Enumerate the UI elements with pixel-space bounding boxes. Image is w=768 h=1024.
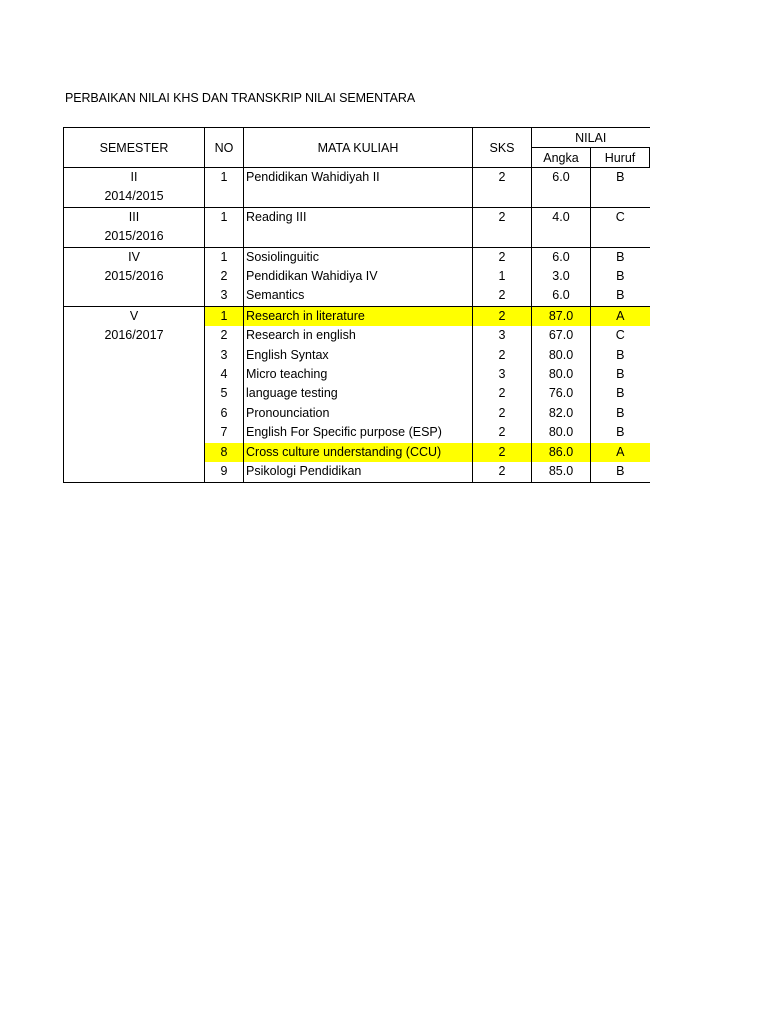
course-cell: Research in english: [244, 326, 473, 345]
angka-cell: 3.0: [532, 267, 591, 286]
table-row: [64, 404, 650, 423]
no-cell: 6: [205, 404, 244, 423]
no-cell: 1: [205, 247, 244, 267]
angka-cell: 82.0: [532, 404, 591, 423]
semester-cell: [64, 365, 205, 384]
grades-table: [63, 127, 650, 483]
table-row-highlighted: [64, 306, 650, 326]
sks-cell: 2: [473, 423, 532, 442]
huruf-cell: B: [616, 288, 625, 303]
no-cell: 3: [205, 286, 244, 306]
semester-cell: [64, 462, 205, 482]
table-row: [64, 326, 650, 345]
huruf-cell: B: [591, 247, 650, 267]
course-cell: Research in literature: [244, 306, 473, 326]
table-row: [64, 384, 650, 403]
no-cell: 1: [205, 306, 244, 326]
table-row: [64, 227, 650, 247]
sks-cell: 2: [473, 306, 532, 326]
semester-cell: [64, 286, 205, 306]
table-row: [64, 423, 650, 442]
no-cell: [205, 227, 244, 247]
angka-cell: 6.0: [532, 247, 591, 267]
sks-cell: [473, 187, 532, 207]
huruf-cell: B: [616, 347, 625, 362]
course-cell: Pendidikan Wahidiya IV: [244, 267, 473, 286]
sks-cell: 2: [473, 346, 532, 365]
table-row-highlighted: [64, 443, 650, 462]
huruf-cell: B: [591, 168, 650, 188]
course-cell: English For Specific purpose (ESP): [244, 423, 473, 442]
sks-cell: 2: [473, 207, 532, 227]
table-row: [64, 462, 650, 482]
table-row: [64, 187, 650, 207]
table-row: [64, 286, 650, 306]
header-row: [64, 128, 650, 148]
table-row: [64, 247, 650, 267]
sks-cell: 2: [473, 384, 532, 403]
sks-cell: 2: [473, 286, 532, 306]
course-cell: English Syntax: [244, 346, 473, 365]
header-mata-kuliah: MATA KULIAH: [244, 128, 473, 168]
angka-cell: 67.0: [532, 326, 591, 345]
huruf-cell: C: [615, 328, 625, 343]
no-cell: 2: [205, 267, 244, 286]
semester-cell: II: [64, 168, 205, 188]
no-cell: 4: [205, 365, 244, 384]
huruf-cell: A: [591, 306, 650, 326]
semester-cell: [64, 384, 205, 403]
table-row: [64, 365, 650, 384]
huruf-cell: C: [591, 207, 650, 227]
header-nilai: NILAI: [532, 128, 650, 148]
course-cell: Cross culture understanding (CCU): [244, 443, 473, 462]
angka-cell: [532, 187, 591, 207]
page-title: PERBAIKAN NILAI KHS DAN TRANSKRIP NILAI SEMENTARA: [65, 91, 416, 105]
huruf-cell: [591, 227, 650, 247]
angka-cell: 76.0: [532, 384, 591, 403]
semester-cell: IV: [64, 247, 205, 267]
course-cell: [244, 227, 473, 247]
angka-cell: 6.0: [532, 168, 591, 188]
course-cell: [244, 187, 473, 207]
semester-cell: 2015/2016: [64, 227, 205, 247]
angka-cell: 80.0: [532, 365, 591, 384]
no-cell: 1: [205, 207, 244, 227]
no-cell: 7: [205, 423, 244, 442]
course-cell: Micro teaching: [244, 365, 473, 384]
no-cell: [205, 187, 244, 207]
sks-cell: 3: [473, 365, 532, 384]
no-cell: 3: [205, 346, 244, 365]
table-row: [64, 346, 650, 365]
angka-cell: 80.0: [532, 346, 591, 365]
course-cell: Pendidikan Wahidiyah II: [244, 168, 473, 188]
no-cell: 5: [205, 384, 244, 403]
huruf-cell: B: [616, 425, 625, 440]
no-cell: 2: [205, 326, 244, 345]
header-angka: Angka: [532, 148, 591, 168]
angka-cell: 85.0: [532, 462, 591, 482]
huruf-cell: B: [616, 386, 625, 401]
semester-cell: [64, 443, 205, 462]
course-cell: Psikologi Pendidikan: [244, 462, 473, 482]
huruf-cell: B: [591, 462, 650, 482]
huruf-cell: A: [591, 443, 650, 462]
table-row: [64, 267, 650, 286]
sks-cell: 2: [473, 168, 532, 188]
semester-cell: 2015/2016: [64, 267, 205, 286]
semester-cell: [64, 423, 205, 442]
header-semester: SEMESTER: [64, 128, 205, 168]
table-row: [64, 168, 650, 188]
sks-cell: 1: [473, 267, 532, 286]
sks-cell: 2: [473, 462, 532, 482]
sks-cell: 2: [473, 247, 532, 267]
header-sks: SKS: [473, 128, 532, 168]
no-cell: 1: [205, 168, 244, 188]
huruf-cell: B: [616, 367, 625, 382]
angka-cell: 86.0: [532, 443, 591, 462]
table-row: [64, 207, 650, 227]
no-cell: 9: [205, 462, 244, 482]
sks-cell: 2: [473, 443, 532, 462]
angka-cell: 6.0: [532, 286, 591, 306]
angka-cell: 4.0: [532, 207, 591, 227]
course-cell: Sosiolinguitic: [244, 247, 473, 267]
semester-cell: [64, 404, 205, 423]
sks-cell: 2: [473, 404, 532, 423]
semester-cell: 2016/2017: [64, 326, 205, 345]
huruf-cell: B: [616, 269, 625, 284]
course-cell: Pronounciation: [244, 404, 473, 423]
sks-cell: [473, 227, 532, 247]
course-cell: language testing: [244, 384, 473, 403]
angka-cell: 80.0: [532, 423, 591, 442]
semester-cell: 2014/2015: [64, 187, 205, 207]
sks-cell: 3: [473, 326, 532, 345]
semester-cell: III: [64, 207, 205, 227]
huruf-cell: [591, 187, 650, 207]
angka-cell: [532, 227, 591, 247]
no-cell: 8: [205, 443, 244, 462]
header-huruf: Huruf: [591, 148, 650, 168]
header-no: NO: [205, 128, 244, 168]
semester-cell: V: [64, 306, 205, 326]
angka-cell: 87.0: [532, 306, 591, 326]
course-cell: Reading III: [244, 207, 473, 227]
huruf-cell: B: [616, 405, 625, 420]
course-cell: Semantics: [244, 286, 473, 306]
semester-cell: [64, 346, 205, 365]
